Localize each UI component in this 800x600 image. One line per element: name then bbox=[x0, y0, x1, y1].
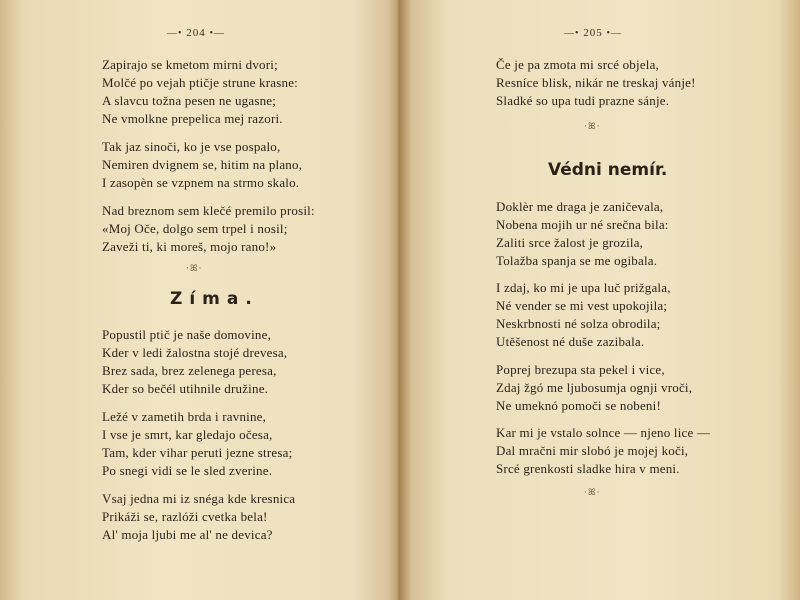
verse-line: Resníce blisk, nikár ne treskaj vánje! bbox=[496, 75, 696, 90]
verse-line: Tak jaz sinoči, ko je vse pospalo, bbox=[102, 139, 281, 154]
verse-line: Vsaj jedna mi iz snéga kde kresnica bbox=[102, 491, 296, 506]
verse-line: Ležé v zametih brda i ravnine, bbox=[102, 409, 267, 424]
right-page-number-value: 205 bbox=[583, 27, 603, 39]
verse-line: Utěšenost né duše zazibala. bbox=[496, 334, 645, 349]
verse-line: Nemiren dvignem se, hitim na plano, bbox=[102, 157, 303, 172]
verse-line: Zaveži ti, ki moreš, mojo rano!» bbox=[102, 239, 277, 254]
right-page-number: —• 205 •— bbox=[564, 27, 623, 39]
verse-line: Zapirajo se kmetom mirni dvori; bbox=[102, 57, 278, 72]
section-ornament: ·ꕤ· bbox=[186, 263, 203, 273]
verse-line: Ne vmolkne prepelica mej razori. bbox=[102, 111, 283, 126]
verse-line: Molčé po vejah ptičje strune krasne: bbox=[102, 75, 298, 90]
right-page bbox=[400, 0, 800, 600]
verse-line: Zaliti srce žalost je grozila, bbox=[496, 235, 644, 250]
verse-line: I zasopèn se vzpnem na strmo skalo. bbox=[102, 175, 300, 190]
verse-line: Nobena mojih ur né srečna bila: bbox=[496, 217, 669, 232]
verse-line: I zdaj, ko mi je upa luč prižgala, bbox=[496, 280, 671, 295]
verse-line: Neskrbnosti né solza obrodila; bbox=[496, 316, 661, 331]
verse-line: A slavcu tožna pesen ne ugasne; bbox=[102, 93, 277, 108]
verse-line: Zdaj žgó me ljubosumja ognji vroči, bbox=[496, 380, 693, 395]
verse-line: «Moj Oče, dolgo sem trpel i nosil; bbox=[102, 221, 288, 236]
verse-line: Tam, kder vihar peruti jezne stresa; bbox=[102, 445, 293, 460]
verse-line: Tolažba spanja se me ogibala. bbox=[496, 253, 658, 268]
verse-line: Srcé grenkosti sladke hira v meni. bbox=[496, 461, 680, 476]
verse-line: Nad breznom sem klečé premilo prosil: bbox=[102, 203, 315, 218]
verse-line: I vse je smrt, kar gledajo očesa, bbox=[102, 427, 273, 442]
poem-title-zima: Zíma. bbox=[170, 289, 259, 309]
verse-line: Če je pa zmota mi srcé objela, bbox=[496, 57, 660, 72]
verse-line: Poprej brezupa sta pekel i vice, bbox=[496, 362, 665, 377]
verse-line: Po snegi vidi se le sled zverine. bbox=[102, 463, 273, 478]
verse-line: Sladké so upa tudi prazne sánje. bbox=[496, 93, 670, 108]
verse-line: Doklèr me draga je zaničevala, bbox=[496, 199, 664, 214]
verse-line: Prikáži se, razlóži cvetka bela! bbox=[102, 509, 268, 524]
verse-line: Kder so bečél utihnile družine. bbox=[102, 381, 269, 396]
verse-line: Brez sada, brez zelenega peresa, bbox=[102, 363, 277, 378]
verse-line: Popustil ptič je naše domovine, bbox=[102, 327, 272, 342]
verse-line: Ne umeknó pomoči se nobeni! bbox=[496, 398, 661, 413]
verse-line: Al' moja ljubi me al' ne devica? bbox=[102, 527, 273, 542]
section-ornament: ·ꕤ· bbox=[584, 487, 601, 497]
section-ornament: ·ꕤ· bbox=[584, 121, 601, 131]
verse-line: Kder v ledi žalostna stojé drevesa, bbox=[102, 345, 288, 360]
verse-line: Dal mračni mir slobó je mojej koči, bbox=[496, 443, 689, 458]
left-page-number: —• 204 •— bbox=[167, 27, 226, 39]
poem-title-vedni-nemir: Védni nemír. bbox=[548, 160, 668, 180]
verse-line: Né vender se mi vest upokojila; bbox=[496, 298, 668, 313]
verse-line: Kar mi je vstalo solnce — njeno lice — bbox=[496, 425, 711, 440]
left-page-number-value: 204 bbox=[186, 27, 206, 39]
